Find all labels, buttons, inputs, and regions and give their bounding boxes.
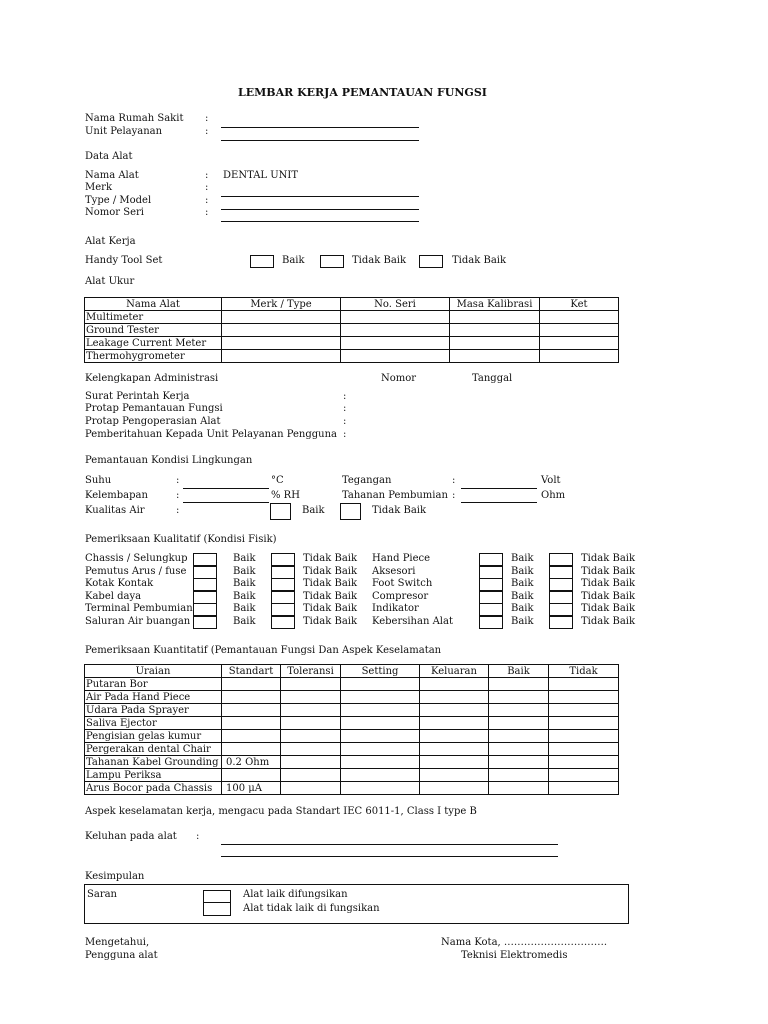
option-label: Tidak Baik xyxy=(352,255,407,266)
table-cell[interactable] xyxy=(420,691,489,704)
table-cell[interactable] xyxy=(450,350,540,363)
lingkungan-heading: Pemantauan Kondisi Lingkungan xyxy=(85,455,253,466)
baik-checkbox[interactable] xyxy=(193,591,217,604)
option-label: Baik xyxy=(511,616,534,627)
table-cell[interactable] xyxy=(420,704,489,717)
table-header-row xyxy=(85,665,619,678)
table-cell[interactable] xyxy=(341,704,420,717)
label-kelembapan: Kelembapan xyxy=(85,490,148,501)
row-label: Lampu Periksa xyxy=(85,769,222,782)
row-label: Pergerakan dental Chair xyxy=(85,743,222,756)
table-cell[interactable] xyxy=(450,324,540,337)
table-cell[interactable] xyxy=(489,756,549,769)
kualitatif-item: Foot Switch xyxy=(372,578,433,590)
tidak-baik-checkbox[interactable] xyxy=(271,603,295,616)
table-cell[interactable] xyxy=(489,769,549,782)
table-cell[interactable] xyxy=(549,756,619,769)
colon: : xyxy=(452,490,456,501)
handy-tool-tidak-baik-checkbox[interactable] xyxy=(320,255,344,268)
tidak-baik-checkbox[interactable] xyxy=(271,591,295,604)
table-cell[interactable] xyxy=(341,678,420,691)
table-cell[interactable] xyxy=(341,756,420,769)
option-label: Baik xyxy=(282,255,305,266)
nomor-column-label: Nomor xyxy=(381,373,417,384)
row-label: Udara Pada Sprayer xyxy=(85,704,222,717)
tidak-baik-checkbox[interactable] xyxy=(271,566,295,579)
standart-cell xyxy=(222,691,281,704)
column-header: Baik xyxy=(489,665,549,678)
option-label: Tidak Baik xyxy=(581,565,636,577)
table-row xyxy=(85,717,619,730)
admin-item: Protap Pemantauan Fungsi xyxy=(85,403,223,414)
table-cell[interactable] xyxy=(341,337,450,350)
baik-checkbox[interactable] xyxy=(479,553,503,566)
merk-line[interactable] xyxy=(221,196,419,197)
kualitatif-item: Kabel daya xyxy=(85,590,142,602)
standart-cell xyxy=(222,678,281,691)
admin-item: Surat Perintah Kerja xyxy=(85,391,190,402)
administrasi-heading: Kelengkapan Administrasi xyxy=(85,373,219,384)
colon: : xyxy=(343,416,347,427)
table-cell[interactable] xyxy=(549,678,619,691)
kuantitatif-heading: Pemeriksaan Kuantitatif (Pemantauan Fungsi Dan Aspek Keselamatan xyxy=(85,645,442,656)
row-label: Putaran Bor xyxy=(85,678,222,691)
column-header: Toleransi xyxy=(281,665,341,678)
row-label: Multimeter xyxy=(85,311,222,324)
table-cell[interactable] xyxy=(450,337,540,350)
table-row xyxy=(85,743,619,756)
label-nomor-seri: Nomor Seri xyxy=(85,207,144,218)
table-cell[interactable] xyxy=(281,782,341,795)
row-label: Ground Tester xyxy=(85,324,222,337)
saran-label: Saran xyxy=(87,889,117,900)
row-label: Thermohygrometer xyxy=(85,350,222,363)
table-cell[interactable] xyxy=(341,730,420,743)
option-label: Tidak Baik xyxy=(581,578,636,590)
kualitatif-item: Compresor xyxy=(372,590,429,602)
tidak-baik-checkbox[interactable] xyxy=(549,616,573,629)
option-label: Tidak Baik xyxy=(372,505,427,516)
table-cell[interactable] xyxy=(549,704,619,717)
pengguna-alat-label: Pengguna alat xyxy=(85,950,158,961)
table-cell[interactable] xyxy=(281,769,341,782)
kualitatif-item: Chassis / Selungkup xyxy=(85,553,188,564)
kualitatif-item: Hand Piece xyxy=(372,553,431,564)
baik-checkbox[interactable] xyxy=(479,566,503,579)
table-cell[interactable] xyxy=(281,730,341,743)
mengetahui-label: Mengetahui, xyxy=(85,937,150,948)
option-label: Alat laik difungsikan xyxy=(243,889,348,900)
tidak-baik-checkbox[interactable] xyxy=(549,591,573,604)
table-cell[interactable] xyxy=(341,743,420,756)
table-row xyxy=(85,324,619,337)
page-title: LEMBAR KERJA PEMANTAUAN FUNGSI xyxy=(238,86,487,99)
table-cell[interactable] xyxy=(540,311,619,324)
table-cell[interactable] xyxy=(222,350,341,363)
suhu-unit: °C xyxy=(271,475,284,486)
option-label: Baik xyxy=(511,553,534,564)
handy-tool-baik-checkbox[interactable] xyxy=(250,255,274,268)
table-cell[interactable] xyxy=(540,350,619,363)
label-unit-pelayanan: Unit Pelayanan xyxy=(85,126,163,137)
table-cell[interactable] xyxy=(549,691,619,704)
label-suhu: Suhu xyxy=(85,475,112,486)
table-cell[interactable] xyxy=(281,678,341,691)
column-header: Ket xyxy=(540,298,619,311)
table-row xyxy=(85,311,619,324)
table-row xyxy=(85,782,619,795)
option-label: Tidak Baik xyxy=(303,616,358,627)
alat-ukur-heading: Alat Ukur xyxy=(85,276,135,287)
table-row xyxy=(85,337,619,350)
admin-item: Protap Pengoperasian Alat xyxy=(85,416,221,427)
keluhan-line-2[interactable] xyxy=(221,856,558,857)
tidak-baik-checkbox[interactable] xyxy=(271,578,295,591)
colon: : xyxy=(176,490,180,501)
alat-ukur-table xyxy=(84,297,619,363)
table-row xyxy=(85,704,619,717)
option-label: Baik xyxy=(233,578,256,590)
colon: : xyxy=(205,126,209,137)
kualitatif-item: Kebersihan Alat xyxy=(372,616,453,627)
tidak-baik-checkbox[interactable] xyxy=(549,553,573,566)
kualitatif-item: Terminal Pembumian xyxy=(85,603,193,615)
option-label: Tidak Baik xyxy=(581,590,636,602)
kualitatif-item: Saluran Air buangan xyxy=(85,616,191,627)
column-header: No. Seri xyxy=(341,298,450,311)
table-cell[interactable] xyxy=(281,756,341,769)
kualitatif-heading: Pemeriksaan Kualitatif (Kondisi Fisik) xyxy=(85,534,277,545)
table-cell[interactable] xyxy=(489,691,549,704)
colon: : xyxy=(205,170,209,181)
table-row xyxy=(85,769,619,782)
colon: : xyxy=(343,429,347,440)
standart-cell xyxy=(222,743,281,756)
label-nama-rumah-sakit: Nama Rumah Sakit xyxy=(85,113,184,124)
option-label: Baik xyxy=(233,565,256,577)
handy-tool-tidak-baik-checkbox-2[interactable] xyxy=(419,255,443,268)
tegangan-unit: Volt xyxy=(541,475,561,486)
row-label: Air Pada Hand Piece xyxy=(85,691,222,704)
colon: : xyxy=(343,391,347,402)
alat-tidak-laik-checkbox[interactable] xyxy=(203,902,231,916)
standart-cell: 100 μA xyxy=(222,782,281,795)
nomor-seri-line[interactable] xyxy=(221,221,419,222)
standart-cell: 0.2 Ohm xyxy=(222,756,281,769)
table-cell[interactable] xyxy=(420,678,489,691)
table-header-row xyxy=(85,298,619,311)
row-label: Pengisian gelas kumur xyxy=(85,730,222,743)
table-row xyxy=(85,756,619,769)
tidak-baik-checkbox[interactable] xyxy=(271,553,295,566)
table-cell[interactable] xyxy=(549,782,619,795)
label-tahanan-pembumian: Tahanan Pembumian xyxy=(342,490,448,501)
table-row xyxy=(85,678,619,691)
colon: : xyxy=(343,403,347,414)
option-label: Tidak Baik xyxy=(581,603,636,615)
admin-item: Pemberitahuan Kepada Unit Pelayanan Pengguna xyxy=(85,429,337,440)
table-row xyxy=(85,730,619,743)
table-row xyxy=(85,691,619,704)
table-cell[interactable] xyxy=(489,782,549,795)
label-tegangan: Tegangan xyxy=(342,475,392,486)
colon: : xyxy=(205,195,209,206)
table-cell[interactable] xyxy=(281,691,341,704)
table-cell[interactable] xyxy=(222,311,341,324)
aspek-keselamatan-text: Aspek keselamatan kerja, mengacu pada Standart IEC 6011-1, Class I type B xyxy=(85,806,477,817)
colon: : xyxy=(452,475,456,486)
baik-checkbox[interactable] xyxy=(193,603,217,616)
option-label: Tidak Baik xyxy=(452,255,507,266)
value-nama-alat: DENTAL UNIT xyxy=(223,170,299,181)
baik-checkbox[interactable] xyxy=(193,553,217,566)
table-cell[interactable] xyxy=(549,717,619,730)
table-cell[interactable] xyxy=(549,730,619,743)
nama-rumah-sakit-line[interactable] xyxy=(221,127,419,128)
kualitas-air-tidak-baik-checkbox[interactable] xyxy=(340,503,361,520)
table-cell[interactable] xyxy=(341,691,420,704)
colon: : xyxy=(205,207,209,218)
baik-checkbox[interactable] xyxy=(479,603,503,616)
table-cell[interactable] xyxy=(341,717,420,730)
table-cell[interactable] xyxy=(420,756,489,769)
standart-cell xyxy=(222,704,281,717)
table-cell[interactable] xyxy=(540,324,619,337)
suhu-line[interactable] xyxy=(183,488,269,489)
table-cell[interactable] xyxy=(489,717,549,730)
kuantitatif-table xyxy=(84,664,619,795)
data-alat-heading: Data Alat xyxy=(85,151,133,162)
label-keluhan: Keluhan pada alat xyxy=(85,831,177,842)
table-cell[interactable] xyxy=(281,717,341,730)
table-cell[interactable] xyxy=(420,769,489,782)
option-label: Baik xyxy=(511,603,534,615)
option-label: Tidak Baik xyxy=(581,616,636,627)
option-label: Tidak Baik xyxy=(303,578,358,590)
option-label: Baik xyxy=(233,603,256,615)
kualitas-air-baik-checkbox[interactable] xyxy=(270,503,291,520)
label-merk: Merk xyxy=(85,182,112,193)
tidak-baik-checkbox[interactable] xyxy=(549,566,573,579)
table-row xyxy=(85,350,619,363)
table-cell[interactable] xyxy=(341,350,450,363)
table-cell[interactable] xyxy=(281,704,341,717)
table-cell[interactable] xyxy=(489,678,549,691)
option-label: Baik xyxy=(302,505,325,516)
colon: : xyxy=(196,831,200,842)
tahanan-line[interactable] xyxy=(461,502,537,503)
kualitatif-item: Pemutus Arus / fuse xyxy=(85,565,187,577)
row-label: Leakage Current Meter xyxy=(85,337,222,350)
label-kualitas-air: Kualitas Air xyxy=(85,505,145,516)
table-cell[interactable] xyxy=(420,730,489,743)
option-label: Tidak Baik xyxy=(581,553,636,564)
table-cell[interactable] xyxy=(489,743,549,756)
table-cell[interactable] xyxy=(450,311,540,324)
colon: : xyxy=(205,182,209,193)
nama-kota-label: Nama Kota, …………………………. xyxy=(441,937,608,948)
table-cell[interactable] xyxy=(222,337,341,350)
column-header: Merk / Type xyxy=(222,298,341,311)
option-label: Tidak Baik xyxy=(303,603,358,615)
table-cell[interactable] xyxy=(341,324,450,337)
tegangan-line[interactable] xyxy=(461,488,537,489)
baik-checkbox[interactable] xyxy=(193,616,217,629)
colon: : xyxy=(205,113,209,124)
table-cell[interactable] xyxy=(281,743,341,756)
row-label: Tahanan Kabel Grounding xyxy=(85,756,222,769)
keluhan-line-1[interactable] xyxy=(221,844,558,845)
option-label: Baik xyxy=(233,590,256,602)
kualitatif-item: Indikator xyxy=(372,603,419,615)
kesimpulan-heading: Kesimpulan xyxy=(85,871,145,882)
table-cell[interactable] xyxy=(420,717,489,730)
alat-kerja-heading: Alat Kerja xyxy=(85,236,136,247)
column-header: Standart xyxy=(222,665,281,678)
row-label: Arus Bocor pada Chassis xyxy=(85,782,222,795)
table-cell[interactable] xyxy=(341,769,420,782)
table-cell[interactable] xyxy=(549,743,619,756)
colon: : xyxy=(176,505,180,516)
teknisi-elektromedis-label: Teknisi Elektromedis xyxy=(461,950,568,961)
table-cell[interactable] xyxy=(341,311,450,324)
standart-cell xyxy=(222,769,281,782)
baik-checkbox[interactable] xyxy=(479,578,503,591)
baik-checkbox[interactable] xyxy=(193,566,217,579)
option-label: Tidak Baik xyxy=(303,553,358,564)
label-type-model: Type / Model xyxy=(85,195,152,206)
tidak-baik-checkbox[interactable] xyxy=(549,603,573,616)
baik-checkbox[interactable] xyxy=(479,591,503,604)
option-label: Alat tidak laik di fungsikan xyxy=(243,903,380,914)
kualitatif-item: Kotak Kontak xyxy=(85,578,154,590)
tanggal-column-label: Tanggal xyxy=(472,373,513,384)
option-label: Baik xyxy=(511,590,534,602)
type-model-line[interactable] xyxy=(221,209,419,210)
unit-pelayanan-line[interactable] xyxy=(221,140,419,141)
tahanan-unit: Ohm xyxy=(541,490,566,501)
standart-cell xyxy=(222,730,281,743)
row-label: Saliva Ejector xyxy=(85,717,222,730)
baik-checkbox[interactable] xyxy=(193,578,217,591)
option-label: Baik xyxy=(233,553,256,564)
colon: : xyxy=(176,475,180,486)
table-cell[interactable] xyxy=(341,782,420,795)
option-label: Tidak Baik xyxy=(303,590,358,602)
tidak-baik-checkbox[interactable] xyxy=(549,578,573,591)
column-header: Masa Kalibrasi xyxy=(450,298,540,311)
column-header: Setting xyxy=(341,665,420,678)
column-header: Uraian xyxy=(85,665,222,678)
kelembapan-unit: % RH xyxy=(271,490,300,501)
option-label: Baik xyxy=(233,616,256,627)
table-cell[interactable] xyxy=(489,730,549,743)
handy-tool-set-label: Handy Tool Set xyxy=(85,255,163,266)
kelembapan-line[interactable] xyxy=(183,502,269,503)
baik-checkbox[interactable] xyxy=(479,616,503,629)
label-nama-alat: Nama Alat xyxy=(85,170,139,181)
table-cell[interactable] xyxy=(420,743,489,756)
kualitatif-item: Aksesori xyxy=(372,565,416,577)
option-label: Baik xyxy=(511,565,534,577)
column-header: Tidak xyxy=(549,665,619,678)
tidak-baik-checkbox[interactable] xyxy=(271,616,295,629)
standart-cell xyxy=(222,717,281,730)
option-label: Tidak Baik xyxy=(303,565,358,577)
column-header: Keluaran xyxy=(420,665,489,678)
table-cell[interactable] xyxy=(420,782,489,795)
table-cell[interactable] xyxy=(222,324,341,337)
table-cell[interactable] xyxy=(549,769,619,782)
table-cell[interactable] xyxy=(489,704,549,717)
table-cell[interactable] xyxy=(540,337,619,350)
option-label: Baik xyxy=(511,578,534,590)
column-header: Nama Alat xyxy=(85,298,222,311)
